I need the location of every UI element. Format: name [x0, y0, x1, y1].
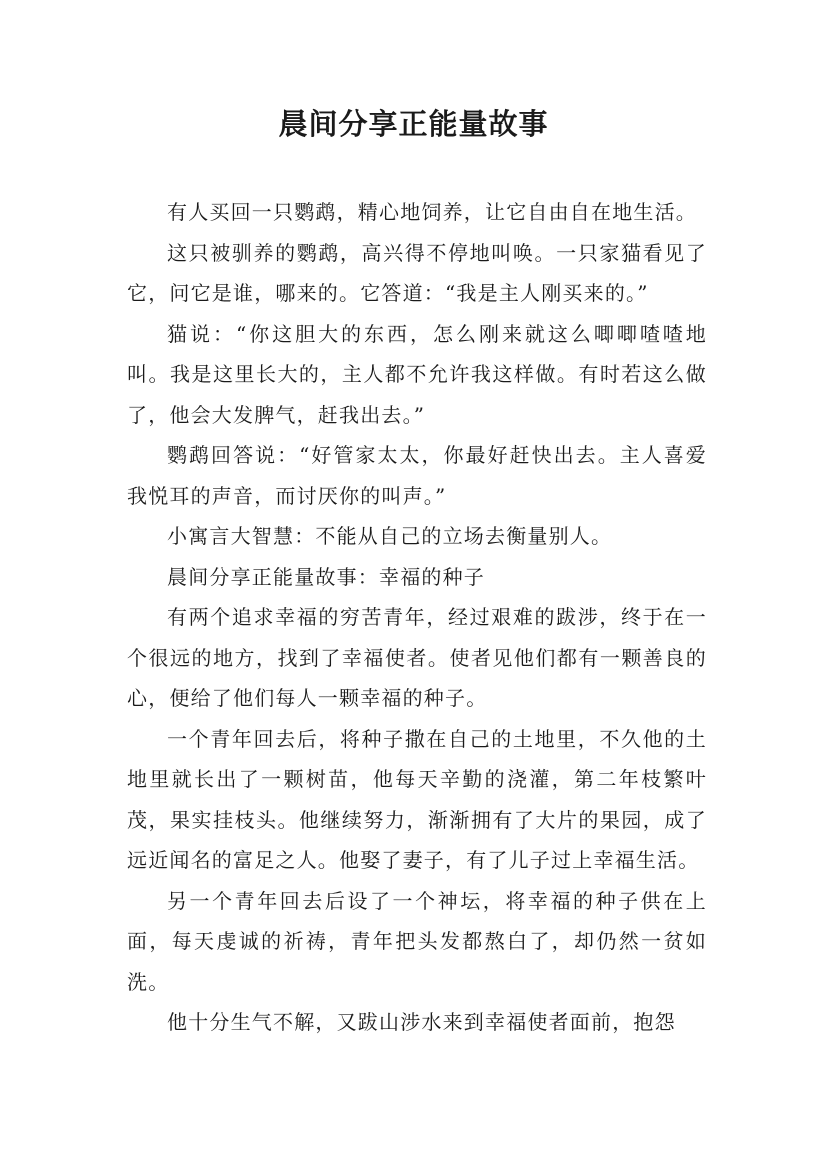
paragraph: 鹦鹉回答说：“好管家太太，你最好赶快出去。主人喜爱我悦耳的声音，而讨厌你的叫声。”: [127, 443, 707, 508]
paragraph: 另一个青年回去后设了一个神坛，将幸福的种子供在上面，每天虔诚的祈祷，青年把头发都熬白了，却仍然一贫如洗。: [127, 888, 707, 994]
paragraph: 猫说：“你这胆大的东西，怎么刚来就这么唧唧喳喳地叫。我是这里长大的，主人都不允许我这样做。有时若这么做了，他会大发脾气，赶我出去。”: [127, 321, 707, 427]
document-title: 晨间分享正能量故事: [278, 107, 549, 141]
document-body: [127, 192, 707, 1043]
section-heading: 晨间分享正能量故事：幸福的种子: [167, 564, 485, 589]
paragraph: 小寓言大智慧：不能从自己的立场去衡量别人。: [167, 524, 613, 548]
paragraph: 一个青年回去后，将种子撒在自己的土地里，不久他的土地里就长出了一颗树苗，他每天辛勤的浇灌，第二年枝繁叶茂，果实挂枝头。他继续努力，渐渐拥有了大片的果园，成了远近闻名的富足之人。他娶了妻子，有了儿子过上幸福生活。: [127, 726, 707, 872]
paragraph: 有两个追求幸福的穷苦青年，经过艰难的跋涉，终于在一个很远的地方，找到了幸福使者。使者见他们都有一颗善良的心，便给了他们每人一颗幸福的种子。: [127, 605, 707, 710]
paragraph: 他十分生气不解，又跋山涉水来到幸福使者面前，抱怨: [167, 1010, 676, 1034]
paragraph: 这只被驯养的鹦鹉，高兴得不停地叫唤。一只家猫看见了它，问它是谁，哪来的。它答道：“我是主人刚买来的。”: [127, 240, 707, 305]
paragraph: 有人买回一只鹦鹉，精心地饲养，让它自由自在地生活。: [167, 200, 697, 224]
